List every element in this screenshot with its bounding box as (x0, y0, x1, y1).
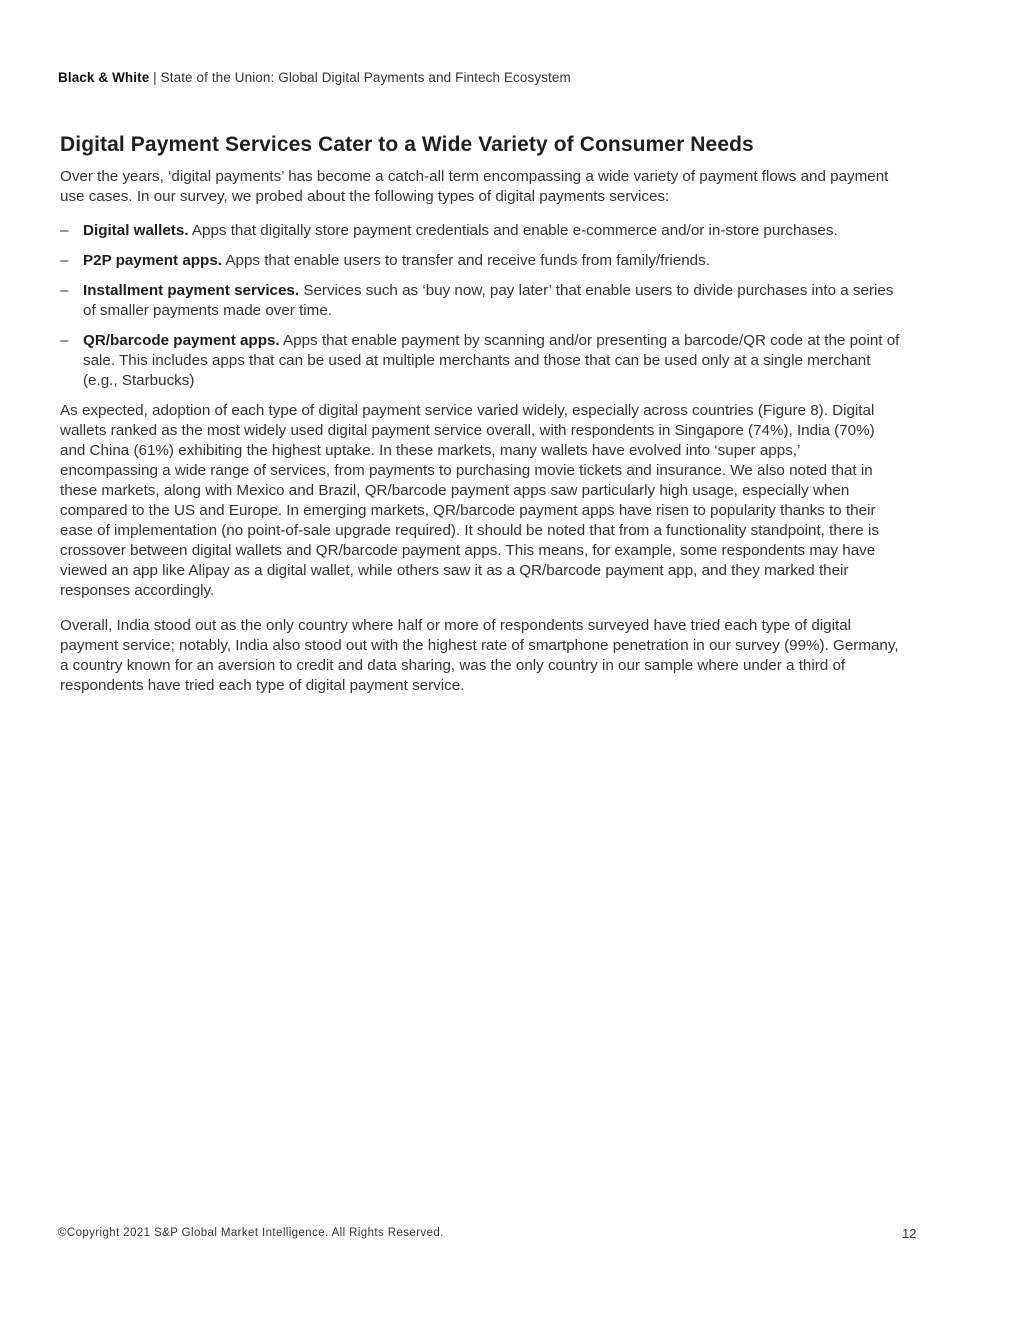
item-description: Apps that enable users to transfer and receive funds from family/friends. (222, 252, 710, 269)
list-item (60, 281, 900, 321)
item-description: Services such as ‘buy now, pay later’ that enable users to divide purchases into a series of smaller payments made over time. (83, 282, 894, 319)
copyright-notice: ©Copyright 2021 S&P Global Market Intelligence. All Rights Reserved. (58, 1227, 444, 1239)
document-title: State of the Union: Global Digital Payments and Fintech Ecosystem (160, 70, 571, 85)
adoption-paragraph: As expected, adoption of each type of digital payment service varied widely, especially across countries (Figure 8). Digital wallets ranked as the most widely used digital payment service overall, with respondents in Singapore (74%), India (70%) and China (61%) exhibiting the highest uptake. In these markets, many wallets have evolved into ‘super apps,’ encompassing a wide range of services, from payments to purchasing movie tickets and insurance. We also noted that in these markets, along with Mexico and Brazil, QR/barcode payment apps saw particularly high usage, especially when compared to the US and Europe. In emerging markets, QR/barcode payment apps have risen to popularity thanks to their ease of implementation (no point-of-sale upgrade required). It should be noted that from a functionality standpoint, there is crossover between digital wallets and QR/barcode payment apps. This means, for example, some respondents may have viewed an app like Alipay as a digital wallet, while others saw it as a QR/barcode payment app, and they marked their responses accordingly. (60, 402, 879, 599)
list-item (60, 251, 900, 271)
service-types-list (60, 221, 900, 391)
header-separator: | (149, 70, 161, 85)
item-term: P2P payment apps. (83, 252, 222, 269)
item-term: Installment payment services. (83, 282, 300, 299)
item-description: Apps that digitally store payment credentials and enable e-commerce and/or in-store purchases. (188, 222, 838, 239)
item-term: Digital wallets. (83, 222, 189, 239)
section-heading: Digital Payment Services Cater to a Wide Variety of Consumer Needs (60, 133, 754, 156)
dash-bullet: – (60, 222, 69, 239)
brand-name: Black & White (58, 70, 150, 85)
intro-paragraph: Over the years, ‘digital payments’ has become a catch-all term encompassing a wide variety of payment flows and payment use cases. In our survey, we probed about the following types of digital payments services: (60, 168, 889, 205)
dash-bullet: – (60, 282, 69, 299)
page-number: 12 (902, 1226, 917, 1241)
dash-bullet: – (60, 252, 69, 269)
main-content (60, 131, 900, 696)
dash-bullet: – (60, 332, 69, 349)
summary-paragraph: Overall, India stood out as the only country where half or more of respondents surveyed have tried each type of digital payment service; notably, India also stood out with the highest rate of smartphone penetration in our survey (99%). Germany, a country known for an aversion to credit and data sharing, was the only country in our sample where under a third of respondents have tried each type of digital payment service. (60, 617, 899, 694)
item-description: Apps that enable payment by scanning and/or presenting a barcode/QR code at the point of sale. This includes apps that can be used at multiple merchants and those that can be used only at a single merchant (e.g., Starbucks) (83, 332, 900, 389)
list-item (60, 221, 900, 241)
item-term: QR/barcode payment apps. (83, 332, 280, 349)
list-item (60, 331, 900, 391)
running-header (58, 70, 571, 85)
